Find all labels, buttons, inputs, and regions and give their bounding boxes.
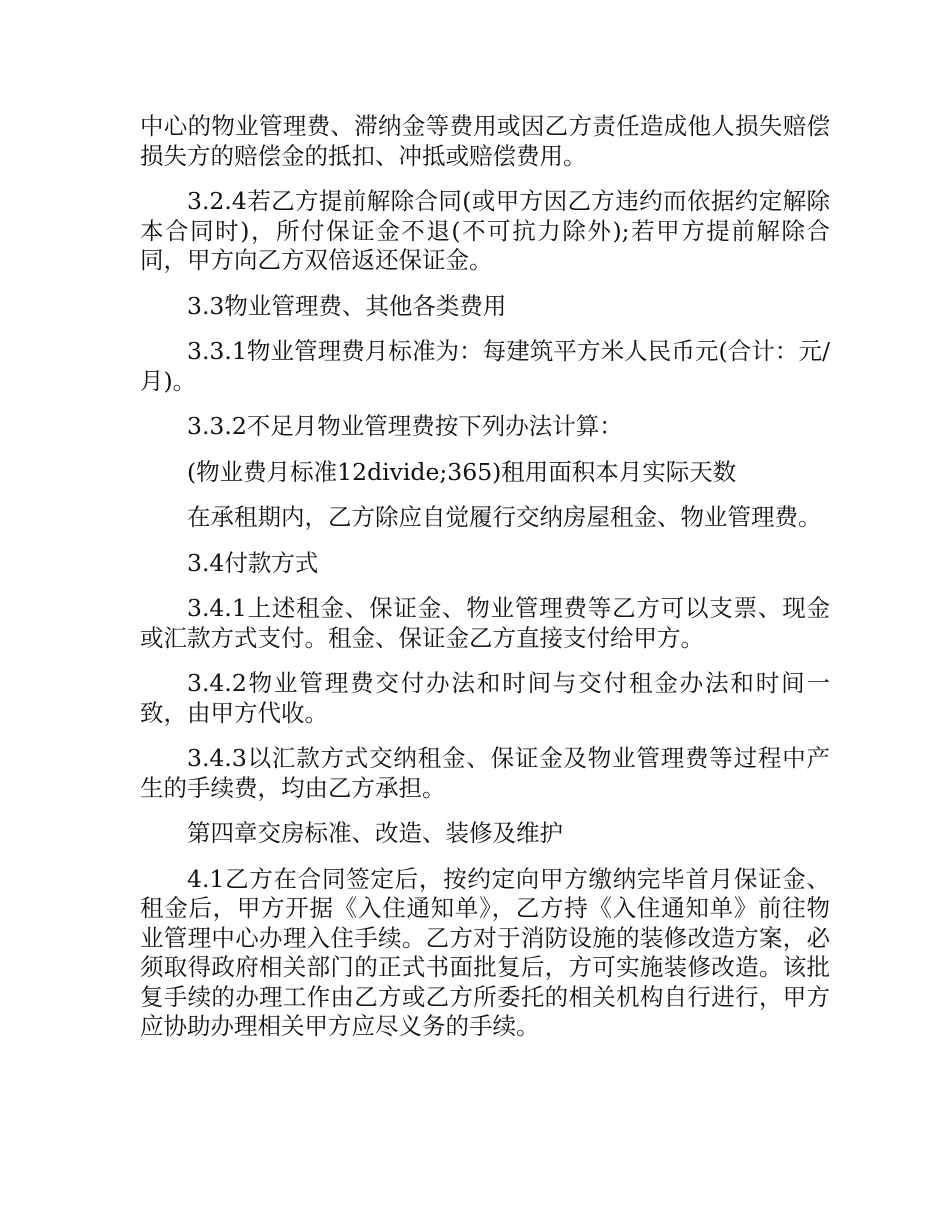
paragraph-clause-3-4-2: 3.4.2物业管理费交付办法和时间与交付租金办法和时间一致，由甲方代收。 xyxy=(140,669,830,727)
paragraph-clause-3-3-1: 3.3.1物业管理费月标准为：每建筑平方米人民币元(合计：元/月)。 xyxy=(140,337,830,395)
paragraph-formula: (物业费月标准12divide;365)租用面积本月实际天数 xyxy=(187,457,737,486)
paragraph-clause-4-1: 4.1乙方在合同签定后，按约定向甲方缴纳完毕首月保证金、租金后，甲方开据《入住通知单》，乙方持《入住通知单》前往物业管理中心办理入住手续。乙方对于消防设施的装修改造方案，必须取得政府相关部门的正式书面批复后，方可实施装修改造。该批复手续的办理工作由乙方或乙方所委托的相关机构自行进行，甲方应协助办理相关甲方应尽义务的手续。 xyxy=(140,864,830,1040)
paragraph-clause-3-2-4: 3.2.4若乙方提前解除合同(或甲方因乙方违约而依据约定解除本合同时)，所付保证金不退(不可抗力除外);若甲方提前解除合同，甲方向乙方双倍返还保证金。 xyxy=(140,187,830,274)
paragraph-lease-period: 在承租期内，乙方除应自觉履行交纳房屋租金、物业管理费。 xyxy=(187,503,822,531)
paragraph-clause-3-4-3: 3.4.3以汇款方式交纳租金、保证金及物业管理费等过程中产生的手续费，均由乙方承担。 xyxy=(140,744,830,802)
section-heading-3-4: 3.4付款方式 xyxy=(187,548,319,577)
chapter-heading-4: 第四章交房标准、改造、装修及维护 xyxy=(187,819,563,847)
section-heading-3-3: 3.3物业管理费、其他各类费用 xyxy=(187,291,507,320)
document-page xyxy=(140,112,830,1058)
paragraph-clause-3-3-2: 3.3.2不足月物业管理费按下列办法计算： xyxy=(187,412,623,440)
paragraph-clause-3-4-1: 3.4.1上述租金、保证金、物业管理费等乙方可以支票、现金或汇款方式支付。租金、保证金乙方直接支付给甲方。 xyxy=(140,594,830,652)
paragraph-continuation: 中心的物业管理费、滞纳金等费用或因乙方责任造成他人损失赔偿损失方的赔偿金的抵扣、冲抵或赔偿费用。 xyxy=(140,112,830,170)
